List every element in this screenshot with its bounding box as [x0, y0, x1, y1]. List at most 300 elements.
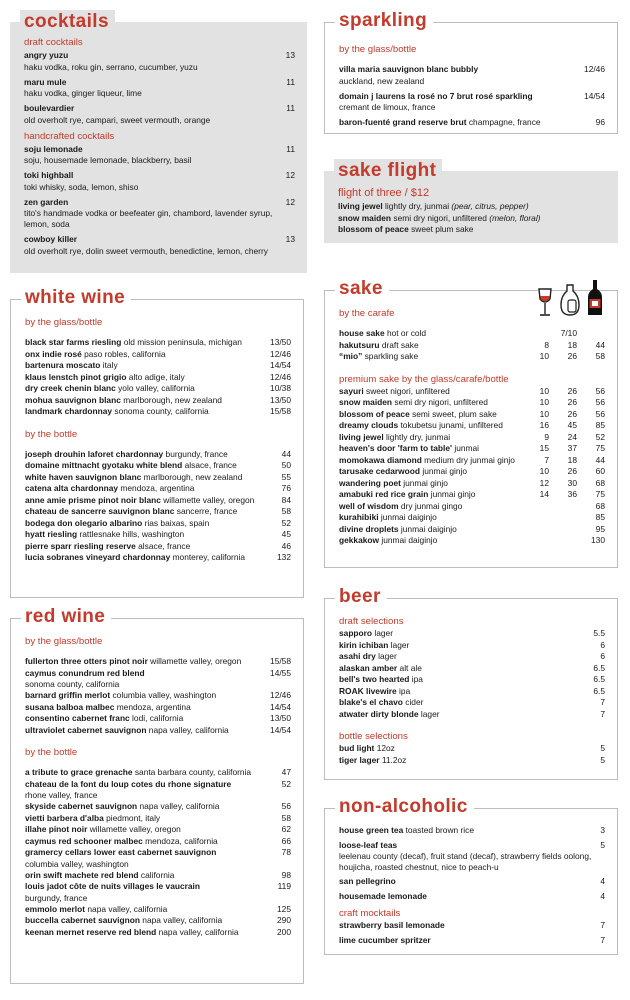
item-name: white haven sauvignon blanc: [25, 471, 142, 482]
menu-item: [25, 847, 291, 859]
menu-item: [339, 876, 605, 888]
by-the-bottle-subtitle: by the bottle: [25, 428, 78, 440]
bottle-price: 44: [595, 454, 605, 465]
menu-item: [339, 640, 605, 652]
item-description: junmai ginjo: [403, 477, 448, 488]
spacer: [25, 418, 291, 426]
menu-item: [339, 686, 605, 698]
bottle-price: 52: [595, 431, 605, 442]
item-name: heaven's door 'farm to table': [339, 443, 453, 453]
menu-item: [338, 201, 606, 213]
menu-item: [25, 915, 291, 927]
bottle-price: 75: [595, 443, 605, 453]
menu-item: [339, 663, 605, 675]
item-price: 66: [281, 835, 291, 846]
menu-item: [25, 881, 291, 893]
bottle-price: 56: [595, 408, 605, 419]
carafe-price: [549, 535, 577, 547]
item-price: 13/50: [270, 337, 291, 347]
item-name: caymus conundrum red blend: [25, 667, 145, 678]
item-name: dry creek chenin blanc: [25, 383, 116, 393]
item-name: lime cucumber spritzer: [339, 934, 431, 945]
item-price: 52: [281, 778, 291, 789]
item-price: 4: [600, 876, 605, 886]
menu-item: [339, 512, 605, 524]
menu-item: [25, 552, 291, 564]
item-price: 3: [600, 825, 605, 835]
item-description: toki whisky, soda, lemon, shiso: [24, 181, 139, 192]
item-name: lucia sobranes vineyard chardonnay: [25, 552, 171, 562]
item-price: 5: [600, 839, 605, 850]
menu-item: [25, 927, 291, 939]
item-description: marlborough, new zealand: [143, 471, 243, 482]
item-tasting-notes: (melon, floral): [489, 212, 541, 223]
item-name: house green tea: [339, 825, 404, 835]
menu-item: [339, 651, 605, 663]
carafe-price: 26: [567, 385, 577, 396]
item-description: draft sake: [381, 339, 419, 350]
sake-list: [339, 305, 605, 547]
glass-price: 10: [539, 397, 549, 407]
item-name: momokawa diamond: [339, 454, 422, 465]
spacer: [339, 902, 605, 905]
item-name: strawberry basil lemonade: [339, 920, 445, 930]
item-name: asahi dry: [339, 651, 376, 661]
item-name: blake's el chavo: [339, 697, 403, 707]
spacer: [339, 56, 605, 64]
glass-price: [521, 501, 549, 513]
menu-item: [25, 360, 291, 372]
carafe-price: [549, 501, 577, 513]
bottle-price: 56: [595, 385, 605, 396]
item-name: soju lemonade: [24, 143, 83, 154]
menu-item: [339, 340, 605, 352]
item-label: [339, 340, 521, 352]
menu-item: [339, 501, 605, 513]
bottle-price: 75: [595, 489, 605, 499]
item-description: lager: [374, 628, 393, 638]
glass-price: 9: [544, 431, 549, 442]
carafe-price: 37: [567, 443, 577, 453]
menu-item: [24, 197, 295, 209]
item-price: 11: [286, 103, 295, 113]
red-wine-section: [10, 606, 304, 984]
item-label: [339, 351, 521, 363]
beer-section: [324, 586, 618, 780]
item-description: lager: [420, 708, 440, 719]
item-price: 6.5: [593, 662, 605, 673]
by-the-carafe-subtitle: by the carafe: [339, 308, 395, 319]
non-alcoholic-title: non-alcoholic: [335, 795, 474, 819]
item-name: onx indie rosé: [25, 348, 82, 359]
item-price: 56: [281, 801, 291, 811]
by-the-glass-subtitle: by the glass/bottle: [25, 317, 103, 328]
menu-item: [25, 904, 291, 916]
item-name: pierre sparr riesling reserve: [25, 540, 136, 551]
item-description: rattlesnake hills, washington: [79, 529, 185, 539]
item-name: gekkakow: [339, 535, 380, 545]
menu-item: [339, 709, 605, 721]
spacer: [339, 946, 605, 949]
item-price: 6.5: [593, 674, 605, 684]
item-name: anne amie prisme pinot noir blanc: [25, 494, 161, 505]
item-name: tarusake cedarwood: [339, 466, 420, 476]
carafe-price: [549, 524, 577, 536]
item-name: kurahibiki: [339, 512, 379, 522]
cocktails-section: [10, 11, 307, 273]
draft-selections-subtitle: draft selections: [339, 616, 404, 627]
item-price: 15/58: [270, 656, 291, 666]
item-name: toki highball: [24, 170, 74, 180]
item-description: ipa: [411, 674, 423, 684]
item-name: susana balboa malbec: [25, 701, 115, 712]
item-description: sweet nigori, unfiltered: [366, 385, 450, 396]
item-description: sonoma county, california: [25, 679, 120, 689]
item-description: cider: [405, 697, 424, 707]
item-description: napa valley, california: [87, 903, 168, 914]
item-description: monterey, california: [172, 552, 246, 562]
carafe-price: 45: [567, 420, 577, 430]
carafe-price: 18: [567, 339, 577, 350]
item-description: old mission peninsula, michigan: [123, 337, 242, 347]
bottle-price: 58: [595, 351, 605, 361]
sparkling-list: [339, 41, 605, 129]
item-description: old overholt rye, dolin sweet vermouth, benedictine, lemon, cherry: [24, 245, 268, 256]
menu-item: [25, 870, 291, 882]
item-label: [339, 512, 521, 524]
item-label: [339, 420, 521, 432]
craft-mocktails-subtitle: craft mocktails: [339, 908, 401, 919]
item-description: rias baixas, spain: [144, 517, 210, 528]
carafe-price: 26: [567, 351, 577, 361]
item-price: 12/46: [270, 690, 291, 700]
item-description: junmai daiginjo: [381, 535, 438, 545]
menu-item: [25, 656, 291, 668]
item-name: keenan mernet reserve red blend: [25, 926, 157, 937]
item-name: barnard griffin merlot: [25, 690, 111, 700]
menu-item: [25, 383, 291, 395]
menu-item: [25, 349, 291, 361]
menu-item: [25, 529, 291, 541]
item-name: skyside cabernet sauvignon: [25, 801, 138, 811]
item-description: junmai ginjo: [430, 489, 476, 499]
item-description: sancerre, france: [176, 506, 238, 516]
item-price: 14/54: [584, 90, 605, 101]
item-price: 47: [281, 767, 291, 777]
spacer: [339, 720, 605, 728]
spacer: [25, 441, 291, 449]
menu-item: [25, 813, 291, 825]
item-description: hot or cold: [386, 328, 427, 338]
bottle-price: 60: [595, 466, 605, 476]
item-description: mendoza, argentina: [116, 701, 191, 712]
glass-price: 7: [544, 454, 549, 465]
cocktails-title: cocktails: [20, 10, 115, 34]
item-description: toasted brown rice: [405, 825, 474, 835]
menu-item: [25, 541, 291, 553]
item-price: 11: [286, 76, 295, 87]
glass-price: 10: [539, 408, 549, 419]
item-price: 200: [277, 926, 291, 937]
item-price: 14/54: [270, 701, 291, 712]
item-description: lodi, california: [132, 713, 184, 723]
item-name: orin swift machete red blend: [25, 869, 139, 880]
item-price: 7: [600, 708, 605, 719]
item-label: [339, 386, 521, 398]
menu-item: [25, 767, 291, 779]
item-description: lightly dry, junmai: [385, 201, 450, 211]
item-name: a tribute to grace grenache: [25, 767, 133, 777]
item-description: burgundy, france: [165, 448, 228, 459]
menu-item: [25, 518, 291, 530]
item-name: blossom of peace: [339, 408, 410, 419]
glass-price: 16: [539, 420, 549, 430]
menu-item: [25, 801, 291, 813]
spacer: [25, 329, 291, 337]
red-wine-title: red wine: [21, 605, 111, 629]
item-name: divine droplets: [339, 523, 399, 534]
item-description: rhone valley, france: [25, 790, 98, 800]
carafe-price: 26: [567, 397, 577, 407]
item-price: 96: [595, 117, 605, 127]
item-price: 13/50: [270, 394, 291, 405]
item-name: consentino cabernet franc: [25, 713, 130, 723]
item-description: lightly dry, junmai: [386, 431, 451, 442]
bottle-selections-subtitle: bottle selections: [339, 731, 408, 742]
menu-item: [25, 406, 291, 418]
item-price: 10/38: [270, 383, 291, 393]
item-description: napa valley, california: [158, 926, 239, 937]
carafe-price: 24: [567, 431, 577, 442]
item-name: kirin ichiban: [339, 639, 389, 650]
item-name: illahe pinot noir: [25, 824, 88, 834]
glass-price: [521, 535, 549, 547]
item-description: cremant de limoux, france: [339, 102, 436, 112]
item-description: semi dry nigori, unfiltered: [393, 212, 487, 223]
beer-list: [339, 613, 605, 766]
item-label: [339, 524, 521, 536]
item-name: catena alta chardonnay: [25, 483, 119, 493]
item-price: 44: [281, 448, 291, 459]
menu-item: [339, 891, 605, 903]
menu-item: [25, 395, 291, 407]
item-description: california: [140, 869, 175, 880]
item-description: marlborough, new zealand: [123, 394, 222, 405]
glass-price: 10: [539, 351, 549, 361]
item-description: junmai daiginjo: [400, 523, 457, 534]
by-the-bottle-subtitle: by the bottle: [25, 747, 78, 758]
item-name: living jewel: [338, 201, 383, 211]
item-description: ipa: [399, 685, 411, 696]
item-description: sonoma county, california: [114, 406, 209, 416]
item-name: buccella cabernet sauvignon: [25, 915, 140, 925]
item-price: 125: [277, 903, 291, 914]
menu-item: [339, 432, 605, 444]
item-name: chateau de sancerre sauvignon blanc: [25, 506, 175, 516]
item-price: 98: [281, 869, 291, 880]
white-wine-section: [10, 287, 304, 598]
menu-item: [339, 117, 605, 129]
item-name: sayuri: [339, 385, 364, 396]
non-alcoholic-section: [324, 796, 618, 955]
bottle-price: 68: [595, 500, 605, 511]
item-name: sapporo: [339, 628, 373, 638]
item-description: 11.2oz: [381, 754, 407, 765]
glass-price: 10: [539, 385, 549, 396]
item-name: living jewel: [339, 431, 384, 442]
item-description: willamette valley, oregon: [163, 494, 255, 505]
bottle-price: 68: [595, 477, 605, 488]
item-name: well of wisdom: [339, 500, 399, 511]
menu-item: [25, 702, 291, 714]
item-name: snow maiden: [339, 397, 393, 407]
item-name: caymus red schooner malbec: [25, 835, 143, 846]
item-label: [339, 432, 521, 444]
menu-item: [25, 337, 291, 349]
menu-item: [25, 506, 291, 518]
item-price: 55: [281, 471, 291, 482]
red-wine-list: [25, 633, 291, 938]
sake-flight-section: [324, 160, 618, 243]
menu-item: [25, 460, 291, 472]
item-price: 12: [285, 196, 295, 207]
draft-cocktails-subtitle: draft cocktails: [24, 37, 83, 48]
menu-item: [339, 935, 605, 947]
item-description: soju, housemade lemonade, blackberry, basil: [24, 155, 192, 165]
item-description: alto adige, italy: [128, 371, 185, 382]
item-label: [339, 443, 521, 455]
item-name: bartenura moscato: [25, 360, 101, 370]
item-name: bud light: [339, 743, 375, 753]
item-description: mendoza, california: [145, 835, 218, 846]
menu-item: [339, 420, 605, 432]
bottle-price: 85: [595, 512, 605, 522]
item-name: black star farms riesling: [25, 337, 122, 347]
by-the-glass-subtitle: by the glass/bottle: [25, 636, 103, 647]
item-name: bodega don olegario albarino: [25, 517, 143, 528]
item-price: 12: [285, 170, 295, 180]
item-price: 5.5: [593, 628, 605, 638]
item-price: 5: [600, 743, 605, 753]
glass-price: [521, 328, 549, 340]
item-name: “mio”: [339, 351, 363, 361]
item-price: 7: [600, 934, 605, 945]
item-description: napa valley, california: [139, 801, 220, 811]
item-name: dreamy clouds: [339, 420, 399, 430]
item-name: ROAK livewire: [339, 685, 397, 696]
item-price: 46: [281, 540, 291, 551]
item-name: tiger lager: [339, 754, 380, 765]
item-description: yolo valley, california: [118, 383, 195, 393]
menu-item: [339, 64, 605, 76]
menu-item: [25, 690, 291, 702]
item-price: 132: [277, 552, 291, 562]
item-price: 78: [281, 847, 291, 857]
item-name: fullerton three otters pinot noir: [25, 656, 148, 666]
white-wine-title: white wine: [21, 286, 131, 310]
item-price: 12/46: [270, 371, 291, 382]
beer-title: beer: [335, 585, 387, 609]
menu-item: [339, 825, 605, 837]
sake-flight-title: sake flight: [334, 159, 442, 183]
item-price: 62: [281, 824, 291, 834]
item-description: sweet plum sake: [411, 224, 474, 234]
menu-item: [25, 372, 291, 384]
item-tasting-notes: (pear, citrus, pepper): [451, 201, 529, 211]
item-name: maru mule: [24, 76, 67, 87]
menu-item: [339, 697, 605, 709]
item-name: villa maria sauvignon blanc bubbly: [339, 64, 479, 74]
item-description: santa barbara county, california: [134, 767, 252, 777]
non-alcoholic-list: [339, 825, 605, 949]
item-price: 6.5: [593, 685, 605, 696]
menu-item: [25, 836, 291, 848]
menu-item: [339, 478, 605, 490]
item-price: 4: [600, 890, 605, 901]
item-price: 50: [281, 460, 291, 470]
item-price: 290: [277, 915, 291, 925]
item-description: burgundy, france: [25, 892, 88, 903]
carafe-price: 26: [567, 466, 577, 476]
menu-item: [338, 213, 606, 225]
menu-item: [339, 328, 605, 340]
glass-price: 8: [544, 339, 549, 350]
item-description: italy: [102, 360, 118, 370]
item-name: chateau de la font du loup cotes du rhone signature: [25, 778, 232, 789]
menu-item: [25, 824, 291, 836]
carafe-price: 36: [567, 489, 577, 499]
menu-item: [339, 91, 605, 103]
item-price: 7: [600, 697, 605, 707]
menu-item: [339, 466, 605, 478]
item-name: domaine mittnacht gyotaku white blend: [25, 460, 183, 470]
item-name: boulevardier: [24, 103, 75, 113]
menu-item: [24, 77, 295, 89]
bottle-price: 56: [595, 397, 605, 407]
item-price: 11: [286, 143, 295, 154]
item-name: louis jadot côte de nuits villages le vaucrain: [25, 881, 200, 891]
menu-item: [339, 755, 605, 767]
item-name: angry yuzu: [24, 50, 69, 60]
item-description: alsace, france: [138, 540, 191, 551]
menu-item: [339, 524, 605, 536]
item-name: cowboy killer: [24, 234, 78, 244]
menu-item: [24, 103, 295, 115]
sake-section: [324, 278, 618, 568]
spacer: [339, 320, 605, 328]
carafe-price: 7/10: [560, 328, 577, 338]
bottle-price: 85: [595, 420, 605, 430]
item-price: 119: [277, 881, 291, 891]
spacer: [25, 648, 291, 656]
spacer: [339, 363, 605, 371]
handcrafted-cocktails-subtitle: handcrafted cocktails: [24, 130, 115, 142]
item-name: gramercy cellars lower east cabernet sauvignon: [25, 847, 217, 857]
item-label: [339, 328, 521, 340]
spacer: [25, 759, 291, 767]
bottle-price: 95: [595, 523, 605, 534]
item-description: medium dry junmai ginjo: [424, 454, 515, 465]
item-description: columbia valley, washington: [25, 858, 129, 869]
item-description: junmai ginjo: [422, 466, 468, 476]
item-description: lager: [390, 639, 410, 650]
item-price: 58: [281, 506, 291, 516]
carafe-price: [549, 512, 577, 524]
item-name: klaus lenstch pinot grigio: [25, 371, 127, 382]
item-description: sparkling sake: [364, 351, 419, 361]
sake-flight-list: [338, 183, 606, 236]
item-label: [339, 397, 521, 409]
